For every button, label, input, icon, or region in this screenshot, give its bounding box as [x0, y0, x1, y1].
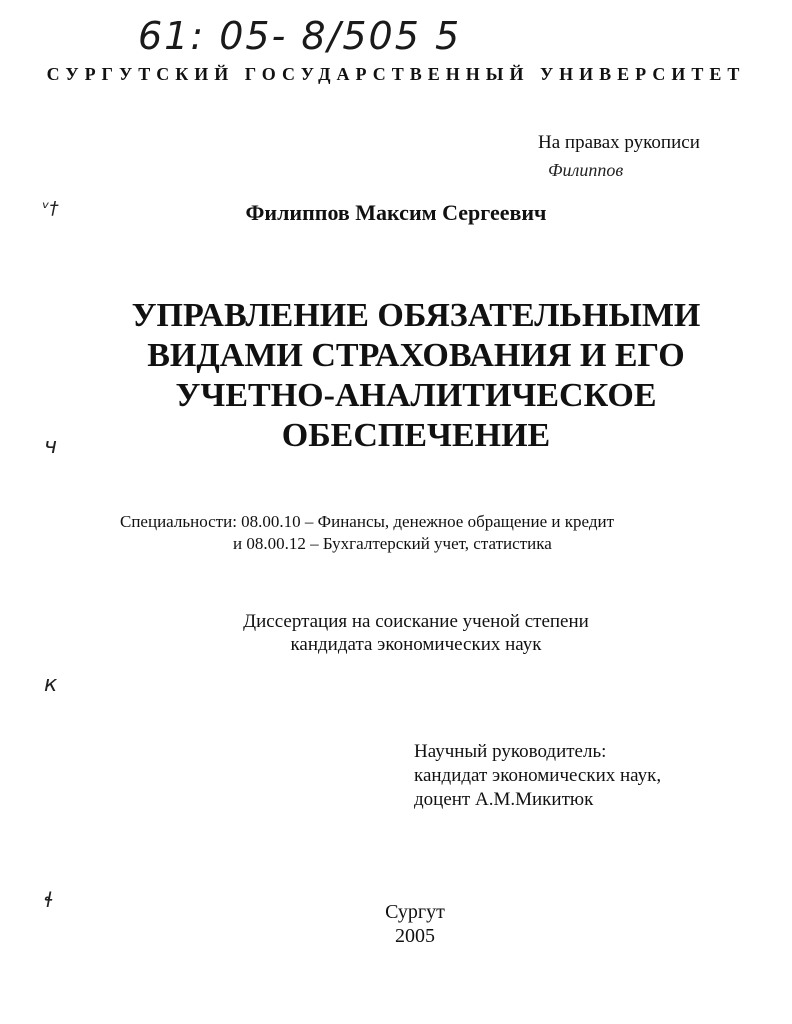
manuscript-rights-label: На правах рукописи	[538, 132, 700, 153]
specialty-line-2: и 08.00.12 – Бухгалтерский учет, статистика	[233, 534, 552, 553]
supervisor-name: доцент А.М.Микитюк	[414, 789, 594, 810]
city: Сургут	[385, 901, 445, 923]
handwritten-catalog-code: 61: 05- 8/505 5	[138, 14, 462, 58]
degree-line-1: Диссертация на соискание ученой степени	[243, 611, 589, 632]
supervisor-label: Научный руководитель:	[414, 741, 607, 762]
dissertation-degree	[0, 610, 792, 656]
scientific-supervisor	[414, 740, 661, 812]
dissertation-title	[100, 296, 732, 456]
specialty-line-1: Специальности: 08.00.10 – Финансы, денежное обращение и кредит	[120, 512, 615, 531]
author-name: Филиппов Максим Сергеевич	[245, 200, 547, 225]
university-name: СУРГУТСКИЙ ГОСУДАРСТВЕННЫЙ УНИВЕРСИТЕТ	[46, 64, 746, 84]
supervisor-degree: кандидат экономических наук,	[414, 765, 662, 786]
title-line: ВИДАМИ СТРАХОВАНИЯ И ЕГО	[147, 337, 685, 374]
title-line: ОБЕСПЕЧЕНИЕ	[281, 417, 551, 454]
degree-line-2: кандидата экономических наук	[290, 634, 542, 655]
margin-mark: ɬ	[44, 888, 54, 912]
title-line: УПРАВЛЕНИЕ ОБЯЗАТЕЛЬНЫМИ	[131, 297, 701, 334]
margin-mark: ᵛ†	[42, 198, 59, 219]
margin-mark: к	[44, 672, 58, 697]
place-and-year	[0, 900, 792, 948]
title-line: УЧЕТНО-АНАЛИТИЧЕСКОЕ	[175, 377, 657, 414]
margin-mark: ч	[44, 434, 57, 459]
year: 2005	[395, 925, 435, 947]
author-signature: Филиппов	[548, 160, 624, 180]
